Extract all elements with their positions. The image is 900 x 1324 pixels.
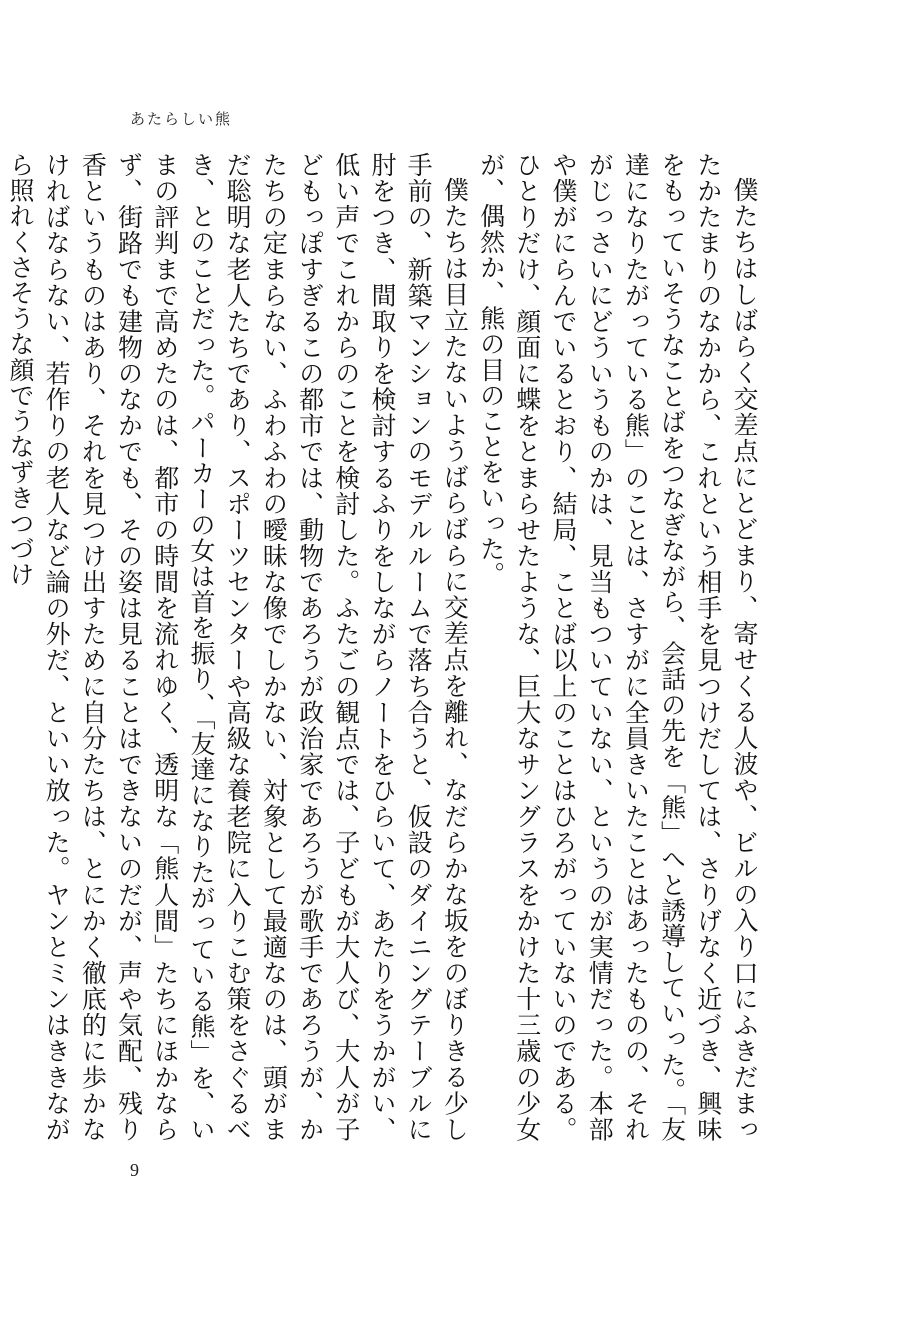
paragraph: 僕たちは目立たないようばらばらに交差点を離れ、なだらかな坂をのぼりきる少し手前の、新築マンションのモデルルームで落ち合うと、仮設のダイニングテーブルに肘をつき、間取りを検討するふりをしながらノートをひらいて、あたりをうかがい、低い声でこれからのことを検討した。ふたごの観点では、子どもが大人び、大人が子どもっぽすぎるこの都市では、動物であろうが政治家であろうが歌手であろうが、かたちの定まらない、ふわふわの曖昧な像でしかない、対象として最適なのは、頭がまだ聡明な老人たちであり、スポーツセンターや高級な養老院に入りこむ策をさぐるべき、とのことだった。パーカーの女は首を振り、「友達になりたがっている熊」を、いまの評判まで高めたのは、都市の時間を流れゆく、透明な「熊人間」たちにほかならず、街路でも建物のなかでも、その姿は見ることはできないのだが、声や気配、残り香というものはあり、それを見つけ出すために自分たちは、とにかく徹底的に歩かなければならない、若作りの老人など論の外だ、といい放った。ヤンとミンはききながら照れくさそうな顔でうなずきつづけ	[5, 152, 470, 1142]
page-number: 9	[130, 1160, 139, 1180]
vertical-body-text	[5, 152, 762, 1142]
running-header: あたらしい熊	[130, 110, 233, 128]
paragraph: 僕たちはしばらく交差点にとどまり、寄せくる人波や、ビルの入り口にふきだまったかたまりのなかから、これという相手を見つけだしては、さりげなく近づき、興味をもっていそうなことばをつなぎながら、会話の先を「熊」へと誘導していった。「友達になりたがっている熊」のことは、さすがに全員きいたことはあったものの、それがじっさいにどういうものかは、見当もついていない、というのが実情だった。本部や僕がにらんでいるとおり、結局、ことば以上のことはひろがっていないのである。ひとりだけ、顔面に蝶をとまらせたような、巨大なサングラスをかけた十三歳の少女が、偶然か、熊の目のことをいった。	[476, 152, 759, 1142]
